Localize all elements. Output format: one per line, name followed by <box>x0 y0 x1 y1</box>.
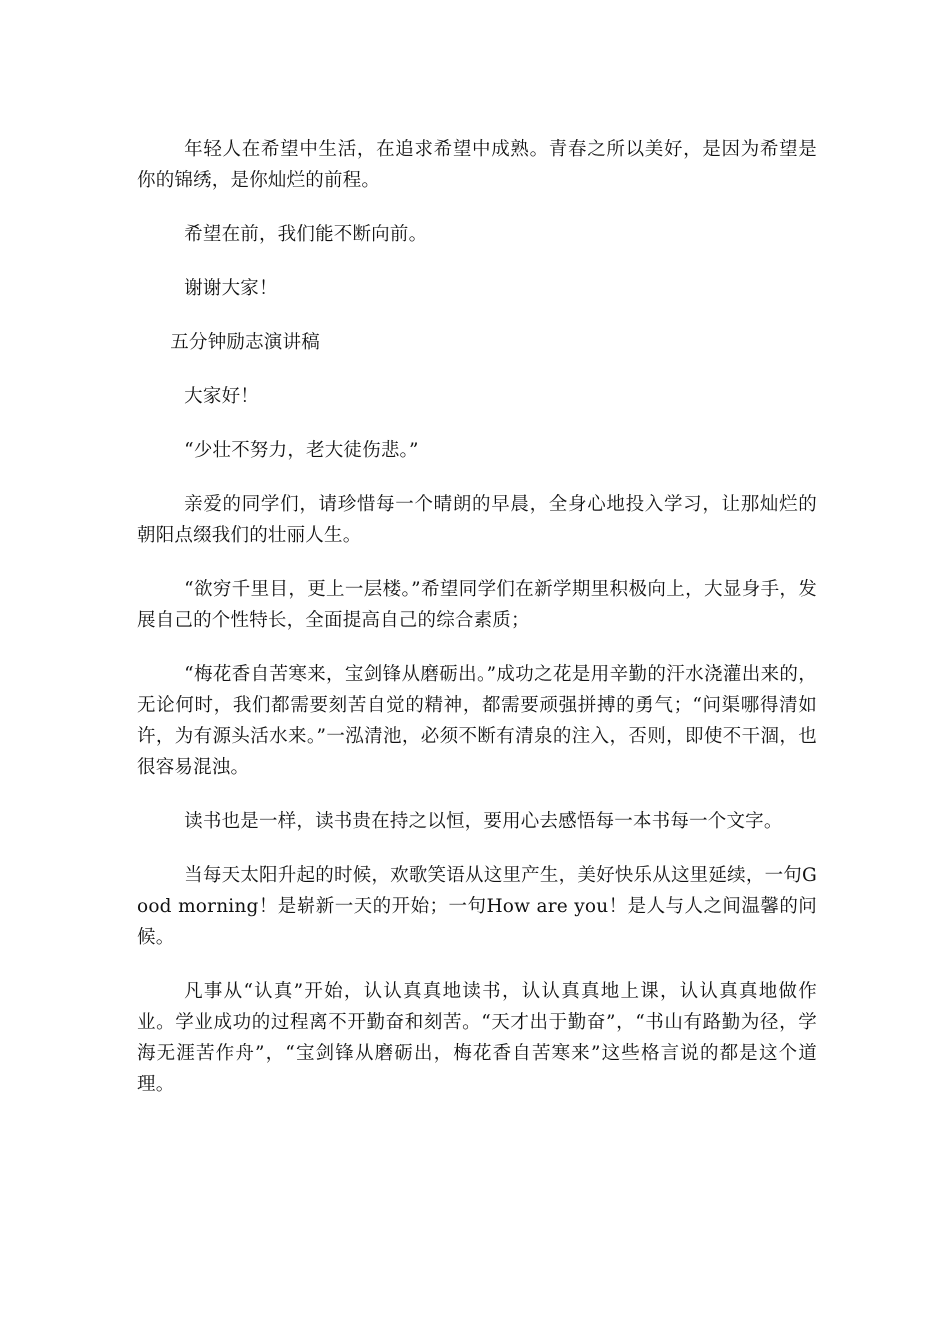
paragraph-higher-floor: “欲穷千里目，更上一层楼。”希望同学们在新学期里积极向上，大显身手，发展自己的个性特长，全面提高自己的综合素质； <box>137 579 817 631</box>
paragraph-reading: 读书也是一样，读书贵在持之以恒，要用心去感悟每一本书每一个文字。 <box>184 811 783 832</box>
paragraph-morning: 亲爱的同学们，请珍惜每一个晴朗的早晨，全身心地投入学习，让那灿烂的朝阳点缀我们的壮丽人生。 <box>137 494 817 546</box>
paragraph-plum-blossom: “梅花香自苦寒来，宝剑锋从磨砺出。”成功之花是用辛勤的汗水浇灌出来的，无论何时，我们都需要刻苦自觉的精神，都需要顽强拼搏的勇气；“问渠哪得清如许，为有源头活水来。”一泓清池，必须不断有清泉的注入，否则，即使不干涸，也很容易混浊。 <box>137 664 817 778</box>
paragraph-thanks: 谢谢大家！ <box>184 278 278 299</box>
paragraph-sunrise: 当每天太阳升起的时候，欢歌笑语从这里产生，美好快乐从这里延续，一句Good morning！是崭新一天的开始；一句How are you！是人与人之间温馨的问候。 <box>137 865 817 948</box>
section-title: 五分钟励志演讲稿 <box>170 332 320 353</box>
paragraph-quote-youth: “少壮不努力，老大徒伤悲。” <box>184 440 419 461</box>
paragraph-greeting: 大家好！ <box>184 386 259 407</box>
paragraph-hope-forward: 希望在前，我们能不断向前。 <box>184 224 428 245</box>
paragraph-diligence: 凡事从“认真”开始，认认真真地读书，认认真真地上课，认认真真地做作业。学业成功的过程离不开勤奋和刻苦。“天才出于勤奋”，“书山有路勤为径，学海无涯苦作舟”，“宝剑锋从磨砺出，梅花香自苦寒来”这些格言说的都是这个道理。 <box>137 981 817 1095</box>
document-body <box>137 134 817 1123</box>
paragraph-hope-youth: 年轻人在希望中生活，在追求希望中成熟。青春之所以美好，是因为希望是你的锦绣，是你灿烂的前程。 <box>137 139 817 191</box>
